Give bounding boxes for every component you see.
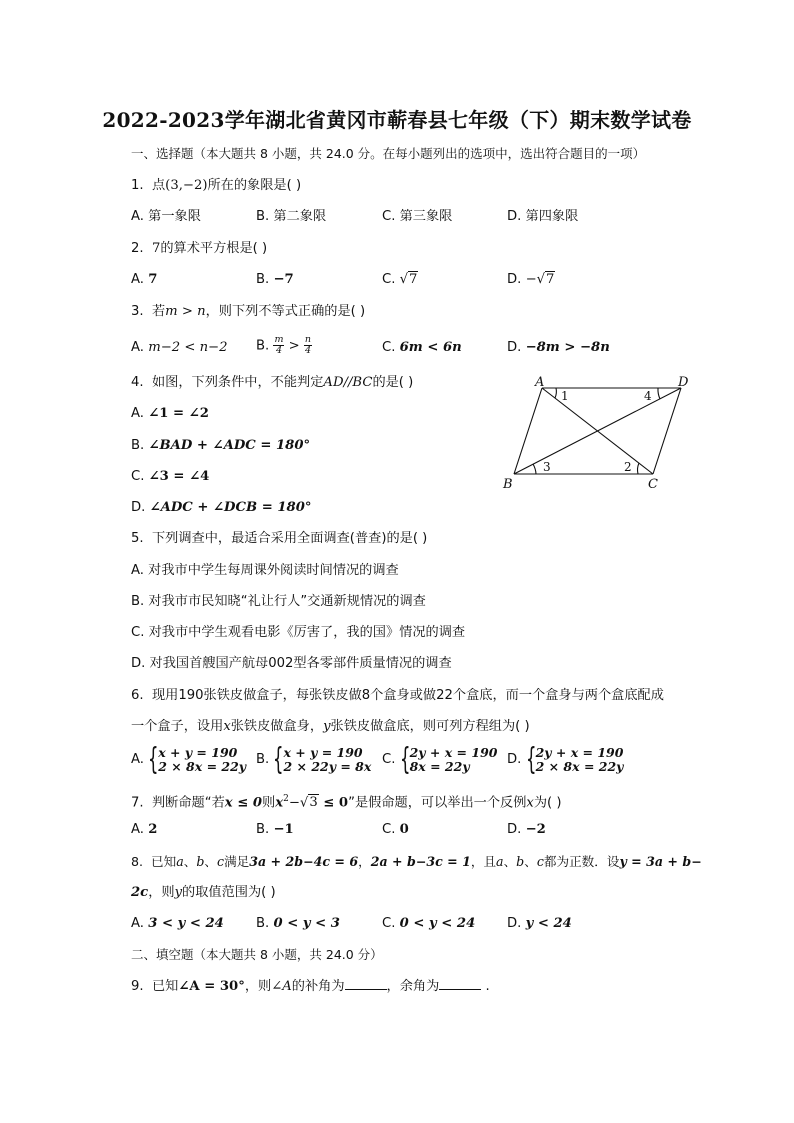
option-c: C. 第三象限 [382, 209, 453, 224]
angle-arc-4 [658, 388, 660, 399]
label-angle-2: 2 [624, 460, 632, 474]
option-c: C. ∠3 = ∠4 [131, 469, 210, 484]
option-d: D. { 2y + x = 190 2 × 8x = 22y [507, 742, 624, 777]
option-a: A. 7 [131, 272, 158, 287]
question-number: 8. [131, 854, 144, 869]
question-text: 下列调查中，最适合采用全面调查(普查)的是( ) [151, 531, 428, 546]
option-d: D. −2 [507, 822, 546, 837]
sqrt-expression: √7 [536, 272, 555, 287]
answer-blank-complement[interactable] [439, 977, 481, 990]
option-d: D. −8m > −8n [507, 340, 610, 355]
option-c: C. 对我市中学生观看电影《厉害了，我的国》情况的调查 [131, 625, 466, 640]
question-8-line-2: 2c，则y的取值范围为( ) [131, 885, 276, 900]
option-b: B. ∠BAD + ∠ADC = 180° [131, 438, 311, 453]
question-number: 3. [131, 304, 144, 319]
option-a: A. 3 < y < 24 [131, 916, 224, 931]
option-a: A. 对我市中学生每周课外阅读时间情况的调查 [131, 563, 399, 578]
answer-blank-supplement[interactable] [345, 977, 387, 990]
question-number: 4. [131, 375, 144, 390]
option-c: C. √7 [382, 272, 418, 287]
option-a: A. ∠1 = ∠2 [131, 406, 209, 421]
label-angle-3: 3 [543, 460, 551, 474]
segment-dc [653, 388, 681, 474]
math-number: 7 [151, 241, 161, 256]
angle-arc-2 [638, 463, 639, 474]
page-title: 2022-2023学年湖北省黄冈市蕲春县七年级（下）期末数学试卷 [102, 108, 692, 132]
question-8: 8. 已知a、b、c满足3a + 2b−4c = 6，2a + b−3c = 1，且a、b、c都为正数．设y = 3a + b− [131, 854, 702, 869]
option-b: B. −7 [256, 272, 294, 287]
option-a: A. m−2 < n−2 [131, 340, 228, 355]
option-b: B. $\frac{m}{4}$ > $\frac{n}{4}$ [256, 334, 312, 356]
question-text: 的算术平方根是( ) [160, 241, 268, 256]
section-heading-fill: 二、填空题（本大题共 8 小题，共 24.0 分） [131, 947, 383, 962]
option-d: D. −√7 [507, 272, 555, 287]
label-angle-1: 1 [561, 389, 569, 403]
question-2 [131, 240, 267, 258]
question-number: 7. [131, 795, 144, 811]
math-point: (3,−2) [165, 178, 208, 193]
question-6 [131, 687, 664, 705]
label-point-a: A [535, 375, 545, 390]
label-point-d: D [678, 375, 689, 390]
option-c: C. 0 [382, 822, 409, 837]
option-b: B. 对我市市民知晓“礼让行人”交通新规情况的调查 [131, 594, 426, 609]
fraction: $\frac{m}{4}$ [274, 334, 284, 356]
option-c: C. { 2y + x = 190 8x = 22y [382, 742, 498, 777]
question-number: 6. [131, 688, 144, 703]
option-d: D. 对我国首艘国产航母002型各零部件质量情况的调查 [131, 656, 452, 671]
math-condition: m > n [165, 304, 206, 319]
math-condition: AD//BC [323, 375, 373, 390]
option-b: B. 第二象限 [256, 209, 327, 224]
angle-arc-1 [555, 388, 556, 398]
option-b: B. −1 [256, 822, 294, 837]
option-a: A. 2 [131, 822, 158, 837]
question-text: 所在的象限是( ) [207, 178, 302, 193]
question-number: 5. [131, 531, 144, 546]
question-text: 点 [151, 178, 166, 193]
option-d: D. ∠ADC + ∠DCB = 180° [131, 500, 312, 515]
diagonal-bd [514, 388, 681, 474]
equation-system: { x + y = 190 2 × 8x = 22y [148, 742, 247, 777]
question-1 [131, 177, 301, 195]
option-a: A. 第一象限 [131, 209, 201, 224]
equation-system: { 2y + x = 190 2 × 8x = 22y [525, 742, 624, 777]
option-d: D. y < 24 [507, 916, 572, 931]
question-number: 9. [131, 979, 144, 994]
sqrt-expression: √3 [299, 795, 318, 811]
option-c: C. 0 < y < 24 [382, 916, 476, 931]
question-9: 9. 已知∠A = 30°，则∠A的补角为 ，余角为 . [131, 979, 490, 994]
angle-arc-3 [533, 464, 536, 474]
sqrt-expression: √7 [399, 272, 418, 287]
question-number: 2. [131, 241, 144, 256]
label-point-b: B [503, 477, 513, 492]
question-3: 3. 若m > n，则下列不等式正确的是( ) [131, 304, 366, 319]
question-5 [131, 530, 427, 548]
segment-ab [514, 388, 542, 474]
fraction: $\frac{n}{4}$ [304, 334, 312, 356]
option-b: B. 0 < y < 3 [256, 916, 340, 931]
question-text: 现用190张铁皮做盒子，每张铁皮做8个盒身或做22个盒底，而一个盒身与两个盒底配成 [151, 688, 664, 703]
label-point-c: C [648, 477, 658, 492]
section-heading-choice: 一、选择题（本大题共 8 小题，共 24.0 分。在每小题列出的选项中，选出符合题目的一项） [131, 146, 646, 161]
question-4: 4. 如图，下列条件中，不能判定AD//BC的是( ) [131, 375, 414, 390]
option-b: B. { x + y = 190 2 × 22y = 8x [256, 742, 372, 777]
option-c: C. 6m < 6n [382, 340, 462, 355]
label-angle-4: 4 [644, 389, 652, 403]
option-a: A. { x + y = 190 2 × 8x = 22y [131, 742, 247, 777]
parallelogram-figure [498, 370, 698, 492]
option-d: D. 第四象限 [507, 209, 579, 224]
question-7: 7. 判断命题“若x ≤ 0则$x^2-√3 \le 0$”是假命题，可以举出一个反例x为( ) [131, 794, 562, 811]
question-number: 1. [131, 178, 144, 193]
equation-system: { x + y = 190 2 × 22y = 8x [273, 742, 372, 777]
question-6-line-2: 一个盒子，设用x张铁皮做盒身，y张铁皮做盒底，则可列方程组为( ) [131, 719, 530, 734]
equation-system: { 2y + x = 190 8x = 22y [399, 742, 498, 777]
